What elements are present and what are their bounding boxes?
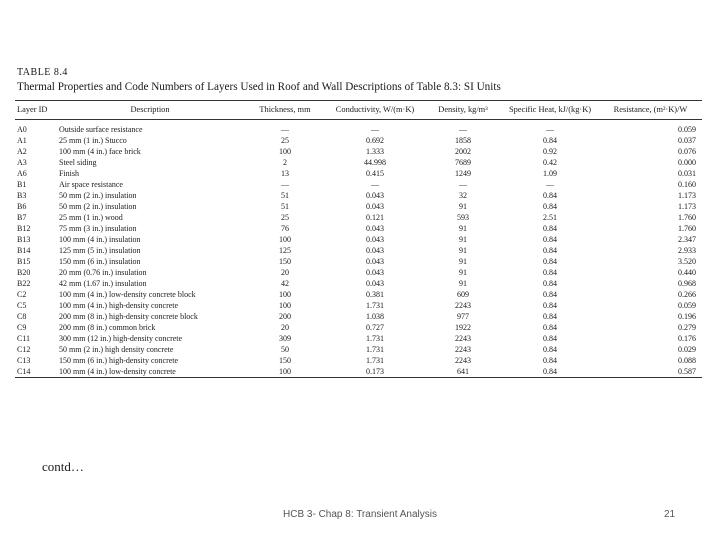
- header-description: Description: [55, 101, 245, 120]
- cell-resistance: 2.933: [678, 245, 696, 255]
- cell-density: 1922: [455, 322, 471, 332]
- cell-description: 100 mm (4 in.) low-density concrete block: [59, 289, 196, 299]
- table-row: [15, 223, 702, 234]
- cell-resistance: 0.160: [678, 179, 696, 189]
- cell-resistance: 0.266: [678, 289, 696, 299]
- cell-specific-heat: 0.84: [543, 245, 557, 255]
- cell-specific-heat: 0.84: [543, 135, 557, 145]
- cell-specific-heat: 0.84: [543, 201, 557, 211]
- cell-thickness: 25: [281, 135, 289, 145]
- cell-thickness: 42: [281, 278, 289, 288]
- cell-layer-id: C11: [17, 333, 31, 343]
- cell-layer-id: C8: [17, 311, 27, 321]
- cell-density: 2243: [455, 300, 471, 310]
- cell-conductivity: 1.731: [366, 355, 384, 365]
- cell-resistance: 0.029: [678, 344, 696, 354]
- cell-specific-heat: 0.84: [543, 344, 557, 354]
- cell-conductivity: 0.727: [366, 322, 384, 332]
- cell-thickness: 150: [279, 355, 291, 365]
- cell-density: 91: [459, 267, 467, 277]
- cell-resistance: 0.587: [599, 366, 702, 378]
- cell-resistance: 0.279: [678, 322, 696, 332]
- table-row: [15, 344, 702, 355]
- cell-resistance: 1.173: [678, 201, 696, 211]
- cell-specific-heat: 1.09: [543, 168, 557, 178]
- cell-layer-id: A1: [17, 135, 27, 145]
- cell-resistance: 0.088: [678, 355, 696, 365]
- cell-density: 91: [459, 234, 467, 244]
- cell-thickness: 2: [283, 157, 287, 167]
- cell-layer-id: A0: [17, 124, 27, 134]
- cell-conductivity: 0.043: [366, 256, 384, 266]
- cell-specific-heat: 2.51: [543, 212, 557, 222]
- cell-description: 100 mm (4 in.) high-density concrete: [59, 300, 179, 310]
- cell-description: 25 mm (1 in.) Stucco: [59, 135, 127, 145]
- cell-thickness: 50: [281, 344, 289, 354]
- cell-conductivity: 1.731: [366, 344, 384, 354]
- cell-description: Finish: [59, 168, 80, 178]
- cell-description: Steel siding: [59, 157, 97, 167]
- cell-thickness: 51: [281, 190, 289, 200]
- cell-conductivity: 0.173: [325, 366, 425, 378]
- cell-density: 1249: [455, 168, 471, 178]
- table-row: [15, 322, 702, 333]
- cell-conductivity: —: [371, 124, 379, 134]
- cell-layer-id: C9: [17, 322, 27, 332]
- table-row: [15, 234, 702, 245]
- cell-specific-heat: 0.92: [543, 146, 557, 156]
- table-row: [15, 179, 702, 190]
- cell-density: 641: [425, 366, 501, 378]
- cell-description: 50 mm (2 in.) insulation: [59, 190, 137, 200]
- cell-resistance: 0.076: [678, 146, 696, 156]
- table-row: [15, 146, 702, 157]
- cell-density: 91: [459, 201, 467, 211]
- cell-density: 91: [459, 278, 467, 288]
- cell-conductivity: 1.731: [366, 333, 384, 343]
- properties-table: [15, 100, 702, 378]
- cell-thickness: —: [281, 124, 289, 134]
- cell-specific-heat: 0.84: [543, 311, 557, 321]
- cell-layer-id: C14: [15, 366, 55, 378]
- cell-description: 150 mm (6 in.) high-density concrete: [59, 355, 179, 365]
- cell-density: 593: [457, 212, 469, 222]
- cell-thickness: 13: [281, 168, 289, 178]
- cell-density: 91: [459, 245, 467, 255]
- cell-layer-id: A6: [17, 168, 27, 178]
- page-number: 21: [664, 509, 676, 520]
- cell-density: 2002: [455, 146, 471, 156]
- table-body: [15, 120, 702, 378]
- cell-conductivity: —: [371, 179, 379, 189]
- footer-title: HCB 3- Chap 8: Transient Analysis: [283, 509, 437, 520]
- table-row: [15, 300, 702, 311]
- cell-conductivity: 1.038: [366, 311, 384, 321]
- cell-layer-id: B6: [17, 201, 27, 211]
- cell-resistance: 0.968: [678, 278, 696, 288]
- cell-conductivity: 0.043: [366, 201, 384, 211]
- cell-conductivity: 0.415: [366, 168, 384, 178]
- cell-layer-id: B3: [17, 190, 27, 200]
- cell-resistance: 0.196: [678, 311, 696, 321]
- cell-specific-heat: 0.84: [543, 267, 557, 277]
- cell-specific-heat: 0.84: [543, 355, 557, 365]
- cell-layer-id: B7: [17, 212, 27, 222]
- cell-specific-heat: —: [546, 179, 554, 189]
- cell-description: 50 mm (2 in.) insulation: [59, 201, 137, 211]
- cell-resistance: 0.176: [678, 333, 696, 343]
- table-row: [15, 212, 702, 223]
- cell-specific-heat: 0.84: [543, 289, 557, 299]
- cell-conductivity: 0.121: [366, 212, 384, 222]
- cell-description: 300 mm (12 in.) high-density concrete: [59, 333, 183, 343]
- cell-layer-id: C12: [17, 344, 31, 354]
- cell-specific-heat: 0.84: [501, 366, 599, 378]
- cell-description: 20 mm (0.76 in.) insulation: [59, 267, 147, 277]
- cell-density: 2243: [455, 344, 471, 354]
- cell-conductivity: 0.043: [366, 190, 384, 200]
- table-row: [15, 190, 702, 201]
- table-caption: Thermal Properties and Code Numbers of Layers Used in Roof and Wall Descriptions of Table 8.3: SI Units: [17, 81, 501, 93]
- cell-layer-id: C5: [17, 300, 27, 310]
- cell-layer-id: B12: [17, 223, 31, 233]
- cell-thickness: 20: [281, 267, 289, 277]
- cell-density: 2243: [455, 333, 471, 343]
- cell-density: 609: [457, 289, 469, 299]
- cell-conductivity: 1.731: [366, 300, 384, 310]
- cell-thickness: 25: [281, 212, 289, 222]
- cell-resistance: 2.347: [678, 234, 696, 244]
- cell-layer-id: B22: [17, 278, 31, 288]
- cell-density: 91: [459, 256, 467, 266]
- cell-description: 42 mm (1.67 in.) insulation: [59, 278, 147, 288]
- cell-resistance: 0.440: [678, 267, 696, 277]
- cell-specific-heat: 0.84: [543, 234, 557, 244]
- cell-thickness: 100: [279, 234, 291, 244]
- table-row: [15, 256, 702, 267]
- cell-resistance: 1.760: [678, 212, 696, 222]
- cell-specific-heat: —: [546, 124, 554, 134]
- cell-resistance: 0.000: [678, 157, 696, 167]
- header-density: Density, kg/m³: [425, 101, 501, 120]
- cell-thickness: 100: [245, 366, 325, 378]
- cell-layer-id: B13: [17, 234, 31, 244]
- cell-thickness: —: [281, 179, 289, 189]
- table-row: [15, 157, 702, 168]
- cell-density: —: [459, 124, 467, 134]
- cell-conductivity: 0.692: [366, 135, 384, 145]
- cell-description: Outside surface resistance: [59, 124, 143, 134]
- table-row: [15, 135, 702, 146]
- cell-conductivity: 44.998: [364, 157, 386, 167]
- table-header-row: [15, 101, 702, 120]
- table-row: [15, 245, 702, 256]
- cell-thickness: 20: [281, 322, 289, 332]
- cell-specific-heat: 0.84: [543, 322, 557, 332]
- cell-thickness: 100: [279, 289, 291, 299]
- cell-density: —: [459, 179, 467, 189]
- contd-note: contd…: [42, 459, 84, 474]
- cell-thickness: 150: [279, 256, 291, 266]
- cell-layer-id: B20: [17, 267, 31, 277]
- cell-specific-heat: 0.42: [543, 157, 557, 167]
- table-label: TABLE 8.4: [17, 67, 68, 78]
- cell-specific-heat: 0.84: [543, 190, 557, 200]
- header-conductivity: Conductivity, W/(m·K): [325, 101, 425, 120]
- cell-conductivity: 0.381: [366, 289, 384, 299]
- cell-conductivity: 0.043: [366, 278, 384, 288]
- cell-resistance: 1.173: [678, 190, 696, 200]
- cell-specific-heat: 0.84: [543, 223, 557, 233]
- table-row: [15, 201, 702, 212]
- header-resistance: Resistance, (m²·K)/W: [599, 101, 702, 120]
- cell-resistance: 0.037: [678, 135, 696, 145]
- cell-resistance: 0.059: [678, 124, 696, 134]
- cell-conductivity: 0.043: [366, 234, 384, 244]
- table-row: [15, 267, 702, 278]
- cell-description: 200 mm (8 in.) common brick: [59, 322, 156, 332]
- cell-conductivity: 0.043: [366, 245, 384, 255]
- cell-thickness: 76: [281, 223, 289, 233]
- cell-description: 100 mm (4 in.) insulation: [59, 234, 141, 244]
- cell-description: 125 mm (5 in.) insulation: [59, 245, 141, 255]
- table-row: [15, 120, 702, 136]
- table-row: [15, 366, 702, 378]
- header-thickness: Thickness, mm: [245, 101, 325, 120]
- cell-density: 2243: [455, 355, 471, 365]
- cell-density: 977: [457, 311, 469, 321]
- cell-conductivity: 0.043: [366, 223, 384, 233]
- table-row: [15, 278, 702, 289]
- cell-layer-id: A3: [17, 157, 27, 167]
- cell-resistance: 3.520: [678, 256, 696, 266]
- cell-layer-id: B1: [17, 179, 27, 189]
- table-row: [15, 289, 702, 300]
- cell-resistance: 1.760: [678, 223, 696, 233]
- cell-thickness: 51: [281, 201, 289, 211]
- cell-layer-id: A2: [17, 146, 27, 156]
- cell-specific-heat: 0.84: [543, 300, 557, 310]
- cell-description: 200 mm (8 in.) high-density concrete block: [59, 311, 198, 321]
- cell-description: 25 mm (1 in.) wood: [59, 212, 123, 222]
- cell-density: 7689: [455, 157, 471, 167]
- cell-specific-heat: 0.84: [543, 256, 557, 266]
- cell-thickness: 100: [279, 146, 291, 156]
- table-row: [15, 355, 702, 366]
- cell-conductivity: 0.043: [366, 267, 384, 277]
- cell-thickness: 100: [279, 300, 291, 310]
- cell-description: Air space resistance: [59, 179, 123, 189]
- cell-density: 1858: [455, 135, 471, 145]
- cell-specific-heat: 0.84: [543, 278, 557, 288]
- table-row: [15, 168, 702, 179]
- cell-layer-id: B14: [17, 245, 31, 255]
- cell-description: 100 mm (4 in.) low-density concrete: [55, 366, 245, 378]
- cell-description: 75 mm (3 in.) insulation: [59, 223, 137, 233]
- table-row: [15, 333, 702, 344]
- cell-layer-id: C13: [17, 355, 31, 365]
- cell-thickness: 125: [279, 245, 291, 255]
- table-row: [15, 311, 702, 322]
- header-layer-id: Layer ID: [15, 101, 55, 120]
- header-specific-heat: Specific Heat, kJ/(kg·K): [501, 101, 599, 120]
- cell-layer-id: C2: [17, 289, 27, 299]
- cell-description: 100 mm (4 in.) face brick: [59, 146, 141, 156]
- cell-description: 150 mm (6 in.) insulation: [59, 256, 141, 266]
- cell-description: 50 mm (2 in.) high density concrete: [59, 344, 174, 354]
- cell-conductivity: 1.333: [366, 146, 384, 156]
- cell-thickness: 309: [279, 333, 291, 343]
- cell-resistance: 0.031: [678, 168, 696, 178]
- cell-thickness: 200: [279, 311, 291, 321]
- cell-density: 91: [459, 223, 467, 233]
- cell-resistance: 0.059: [678, 300, 696, 310]
- cell-layer-id: B15: [17, 256, 31, 266]
- cell-specific-heat: 0.84: [543, 333, 557, 343]
- cell-density: 32: [459, 190, 467, 200]
